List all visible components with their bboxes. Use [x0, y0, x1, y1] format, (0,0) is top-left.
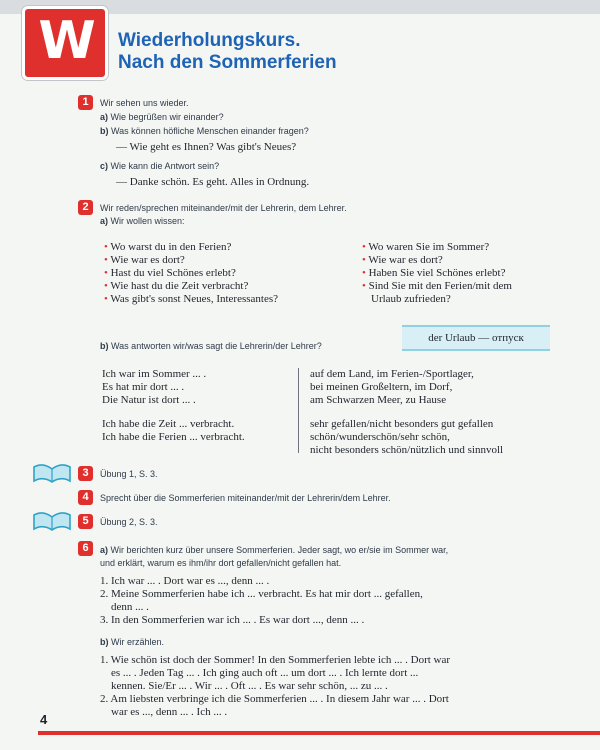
exercise-2-a: a) Wir wollen wissen:	[100, 216, 185, 226]
question-list-item: • Hast du viel Schönes erlebt?	[104, 267, 236, 279]
answer-phrase: Ich habe die Zeit ... verbracht.	[102, 418, 235, 430]
template-sentence: 3. In den Sommerferien war ich ... . Es war dort ..., denn ... .	[100, 614, 365, 626]
exercise-3-text: Übung 1, S. 3.	[100, 469, 158, 479]
exercise-6-a-line-1: a) Wir berichten kurz über unsere Sommerferien. Jeder sagt, wo er/sie im Sommer war,	[100, 545, 449, 555]
exercise-1-c: c) Wie kann die Antwort sein?	[100, 161, 220, 171]
story-sentence: kennen. Sie/Er ... . Wir ... . Oft ... . Es war sehr schön, ... zu ... .	[100, 680, 388, 692]
exercise-5-number: 5	[78, 514, 93, 529]
answer-option: bei meinen Großeltern, im Dorf,	[310, 381, 453, 393]
title-line-1: Wiederholungskurs.	[118, 30, 301, 51]
column-divider	[298, 368, 299, 453]
exercise-3-number: 3	[78, 466, 93, 481]
vocabulary-note: der Urlaub — отпуск	[402, 325, 550, 351]
exercise-2-intro: Wir reden/sprechen miteinander/mit der Lehrerin, dem Lehrer.	[100, 203, 347, 213]
story-sentence: war es ..., denn ... . Ich ... .	[100, 706, 228, 718]
exercise-5-text: Übung 2, S. 3.	[100, 517, 158, 527]
workbook-icon	[32, 509, 72, 531]
story-sentence: 1. Wie schön ist doch der Sommer! In den Sommerferien lebte ich ... . Dort war	[100, 654, 451, 666]
exercise-1-c-answer: — Danke schön. Es geht. Alles in Ordnung.	[116, 176, 310, 188]
title-line-2: Nach den Sommerferien	[118, 52, 337, 73]
question-list-item: • Haben Sie viel Schönes erlebt?	[362, 267, 506, 279]
exercise-4-number: 4	[78, 490, 93, 505]
exercise-1-intro: Wir sehen uns wieder.	[100, 98, 189, 108]
answer-phrase: Es hat mir dort ... .	[102, 381, 185, 393]
question-list-item: • Wo waren Sie im Sommer?	[362, 241, 490, 253]
question-list-item: • Wo warst du in den Ferien?	[104, 241, 232, 253]
exercise-2-b: b) Was antworten wir/was sagt die Lehrerin/der Lehrer?	[100, 341, 322, 351]
story-sentence: es ... . Jeden Tag ... . Ich ging auch oft ... um dort ... . Ich lernte dort ...	[100, 667, 419, 679]
question-list-item: • Was gibt's sonst Neues, Interessantes?	[104, 293, 279, 305]
exercise-1-b: b) Was können höfliche Menschen einander fragen?	[100, 126, 309, 136]
exercise-1-a: a) Wie begrüßen wir einander?	[100, 112, 224, 122]
story-sentence: 2. Am liebsten verbringe ich die Sommerferien ... . In diesem Jahr war ... . Dort	[100, 693, 449, 705]
question-list-item-continued: Urlaub zufrieden?	[371, 293, 451, 305]
page-title	[118, 30, 337, 74]
answer-option: auf dem Land, im Ferien-/Sportlager,	[310, 368, 474, 380]
template-sentence: 1. Ich war ... . Dort war es ..., denn ... .	[100, 575, 270, 587]
question-list-item: • Wie hast du die Zeit verbracht?	[104, 280, 249, 292]
workbook-icon	[32, 461, 72, 483]
question-list-item: • Wie war es dort?	[362, 254, 443, 266]
exercise-4-text: Sprecht über die Sommerferien miteinander/mit der Lehrerin/dem Lehrer.	[100, 493, 391, 503]
question-list-item: • Sind Sie mit den Ferien/mit dem	[362, 280, 512, 292]
answer-option: schön/wunderschön/sehr schön,	[310, 431, 450, 443]
answer-phrase: Die Natur ist dort ... .	[102, 394, 196, 406]
exercise-6-a-line-2: und erklärt, warum es ihm/ihr dort gefallen/nicht gefallen hat.	[100, 558, 342, 568]
exercise-6-b: b) Wir erzählen.	[100, 637, 165, 647]
question-list-item: • Wie war es dort?	[104, 254, 185, 266]
answer-option: sehr gefallen/nicht besonders gut gefallen	[310, 418, 494, 430]
template-sentence: 2. Meine Sommerferien habe ich ... verbracht. Es hat mir dort ... gefallen,	[100, 588, 423, 600]
answer-option: nicht besonders schön/nützlich und sinnvoll	[310, 444, 504, 456]
footer-rule	[38, 731, 600, 735]
answer-option: am Schwarzen Meer, zu Hause	[310, 394, 447, 406]
section-logo	[22, 6, 108, 80]
page-number: 4	[40, 712, 48, 727]
logo-letter: W	[38, 11, 92, 71]
exercise-2-number: 2	[78, 200, 93, 215]
template-sentence: denn ... .	[100, 601, 149, 613]
exercise-1-number: 1	[78, 95, 93, 110]
exercise-1-b-answer: — Wie geht es Ihnen? Was gibt's Neues?	[116, 141, 297, 153]
exercise-6-number: 6	[78, 541, 93, 556]
answer-phrase: Ich habe die Ferien ... verbracht.	[102, 431, 245, 443]
answer-phrase: Ich war im Sommer ... .	[102, 368, 207, 380]
